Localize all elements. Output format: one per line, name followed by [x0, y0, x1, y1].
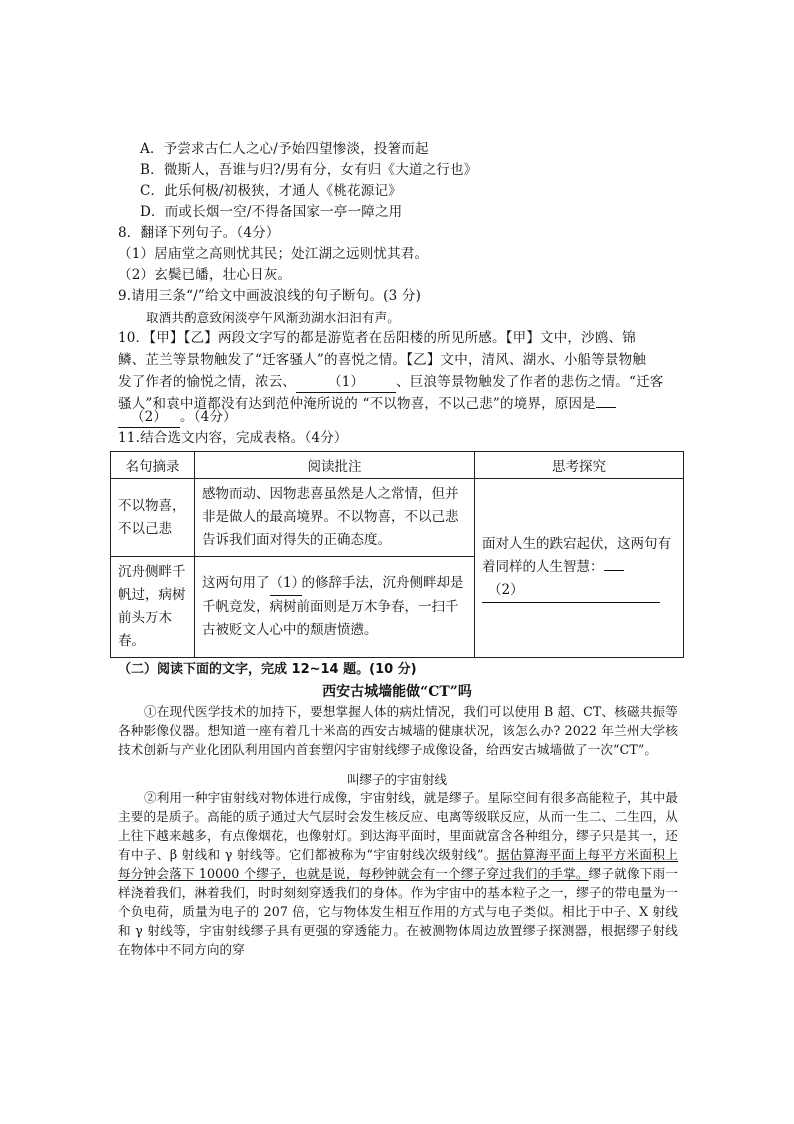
- row2-blank[interactable]: （1）: [270, 572, 302, 596]
- q10-blank-2[interactable]: （2）: [118, 408, 180, 428]
- row1-quote: 不以物喜，不以己悲: [111, 479, 195, 557]
- q9-stem: 9.请用三条“/”给文中画波浪线的句子断句。(3 分): [118, 288, 422, 304]
- para-2-underlined: 据估算海平面上每平方米面积上每分钟会落下 10000 个缪子，也就是说，每秒钟就会有一个缪子穿过我们的手掌。: [118, 847, 678, 881]
- q10-line-2: 鳞、芷兰等景物触发了“迁客骚人”的喜悦之情。【乙】文中，清风、湖水、小船等景物触: [118, 352, 647, 368]
- q10-line-5-text: 。（4分）: [180, 409, 237, 425]
- para-2-part-a: ②利用一种宇宙射线对物体进行成像，宇宙射线，就是缪子。星际空间有很多高能粒子，其中最主要的是质子。高能的质子通过大气层时会发生核反应、电离等级联反应，从而一生二、二生四，从上往下越来越多，有点像烟花，也像射灯。到达海平面时，里面就富含各种组分，缪子只是其一，还有中子、β 射线和 γ 射线等。它们都被称为“宇宙射线次级射线”。: [118, 790, 678, 862]
- row2-note-a: 这两句用了: [202, 575, 270, 591]
- row2-note: [195, 557, 475, 658]
- option-d: D．而或长烟一空/不得备国家一亭一障之用: [140, 204, 403, 220]
- table-header-row: [111, 452, 684, 479]
- row2-quote: 沉舟侧畔千帆过，病树前头万木春。: [111, 557, 195, 658]
- option-b: B．微斯人，吾谁与归?/男有分，女有归《大道之行也》: [140, 162, 478, 178]
- table-header: 思考探究: [475, 452, 684, 479]
- explore-blank-start[interactable]: [604, 570, 624, 571]
- article-para-1: ①在现代医学技术的加持下，要想掌握人体的病灶情况，我们可以使用 B 超、CT、核磁共振等各种影像仪器。想知道一座有着几十米高的西安古城墙的健康状况，该怎么办? 2022 年兰州大学核技术创新与产业化团队利用国内首套塑闪宇宙射线缪子成像设备，给西安古城墙做了一次“CT”。: [118, 704, 678, 757]
- explore-cell: [475, 479, 684, 658]
- explore-text: 面对人生的跌宕起伏，这两句有着同样的人生智慧：: [482, 536, 671, 575]
- q8-sentence-1: （1）居庙堂之高则忧其民；处江湖之远则忧其君。: [118, 246, 429, 262]
- q11-stem: 11.结合选文内容，完成表格。（4分）: [118, 430, 348, 446]
- row2-note-b: 的修辞手法，沉舟侧畔却是千帆竞发，病树前面则是万木争春，一扫千古被贬文人心中的颓唐愤懑。: [202, 575, 464, 638]
- option-a: A．予尝求古仁人之心/予始四望惨淡，投箸而起: [140, 141, 429, 157]
- q10-blank-2-start[interactable]: [596, 407, 616, 408]
- q10-line-3-tail: 、巨浪等景物触发了作者的悲伤之情。“迁客: [396, 374, 664, 390]
- q8-stem: 8．翻译下列句子。（4分）: [118, 225, 280, 241]
- article-subtitle: 叫缪子的宇宙射线: [346, 772, 447, 787]
- q11-table: [110, 451, 684, 658]
- q10-line-1: 10．【甲】【乙】两段文字写的都是游览者在岳阳楼的所见所感。【甲】文中，沙鸥、锦: [118, 330, 636, 346]
- table-header: 名句摘录: [111, 452, 195, 479]
- q8-sentence-2: （2）玄鬓已皤，壮心日灰。: [118, 267, 292, 283]
- q10-line-5: [118, 408, 237, 428]
- option-c: C．此乐何极/初极狭，才通人《桃花源记》: [140, 183, 402, 199]
- table-header: 阅读批注: [195, 452, 475, 479]
- q10-blank-1[interactable]: （1）: [296, 373, 396, 393]
- article-title: 西安古城墙能做“CT”吗: [322, 684, 472, 700]
- row1-note: 感物而动、因物悲喜虽然是人之常情，但并非是做人的最高境界。不以物喜，不以己悲告诉我们面对得失的正确态度。: [195, 479, 475, 557]
- table-row: [111, 479, 684, 557]
- q10-line-3: [118, 373, 664, 393]
- q10-line-4-text: 骚人”和袁中道都没有达到范仲淹所说的 “不以物喜，不以己悲”的境界，原因是: [118, 396, 596, 412]
- section-2-header: （二）阅读下面的文字，完成 12~14 题。(10 分): [118, 662, 417, 677]
- para-2-part-b: 缪子就像下雨一样浇着我们，淋着我们，时时刻刻穿透我们的身体。作为宇宙中的基本粒子之一，缪子的带电量为一个负电荷，质量为电子的 207 倍，它与物体发生相互作用的方式与电子类似。相比于中子、X 射线和 γ 射线等，宇宙射线缪子具有更强的穿透能力。在被测物体周边放置缪子探测器，根据缪子射线在物体中不同方向的穿: [118, 866, 678, 957]
- q10-line-3-text: 发了作者的愉悦之情，浓云、: [118, 374, 297, 390]
- article-para-2: [118, 788, 678, 959]
- q9-sentence: 取酒共酌意致闲淡亭午风渐劲湖水汩汩有声。: [146, 310, 401, 325]
- explore-blank[interactable]: （2）: [482, 579, 660, 603]
